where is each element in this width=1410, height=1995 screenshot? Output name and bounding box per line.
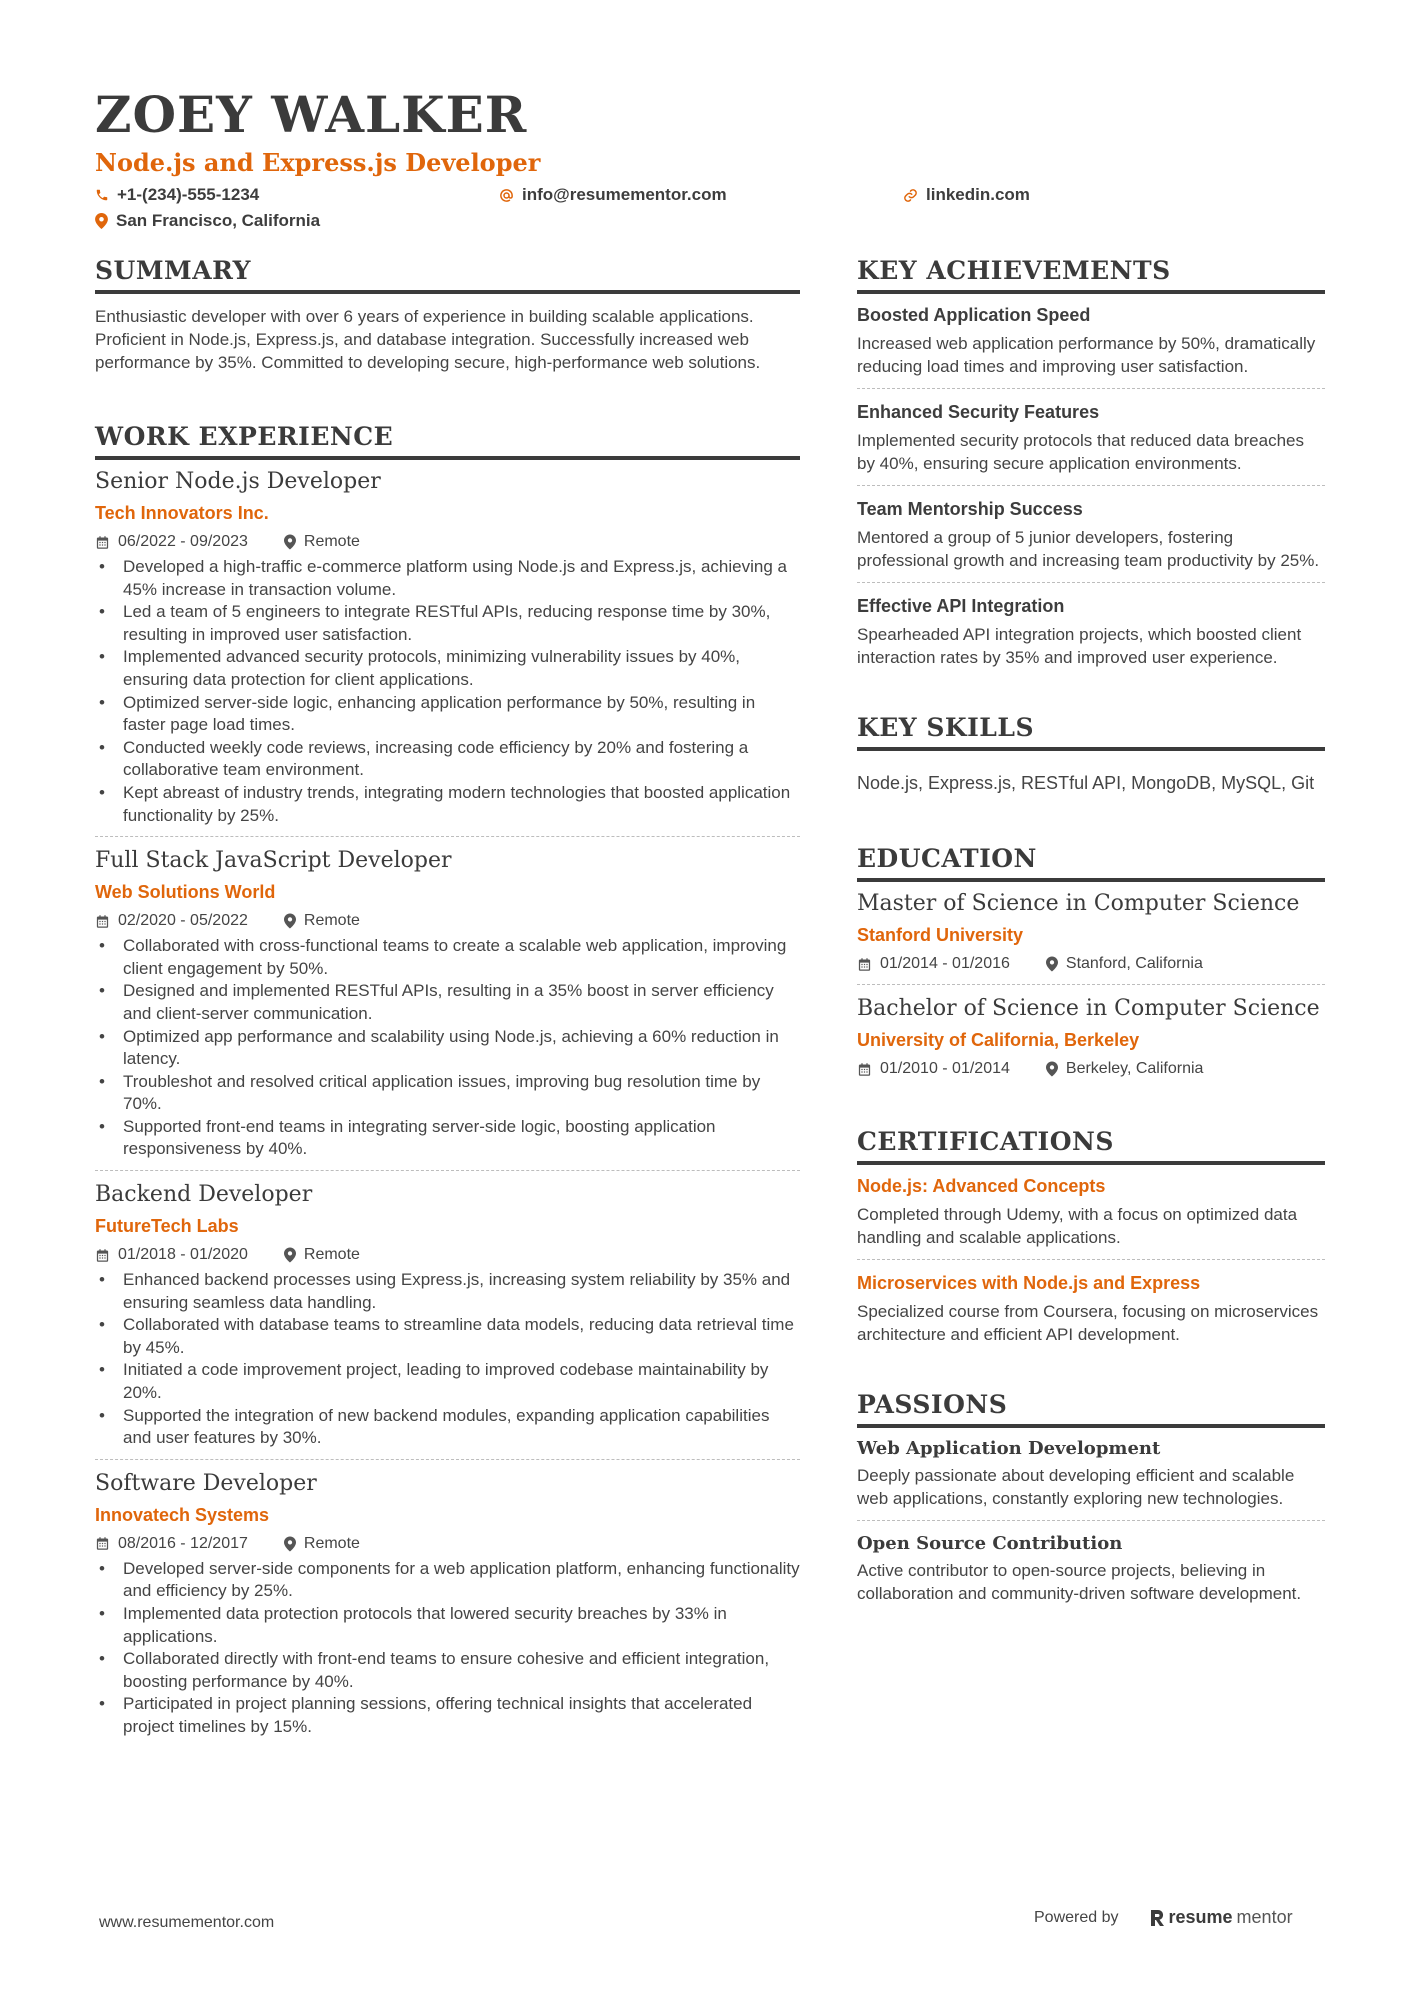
job-bullet: • Collaborated directly with front-end teams to ensure cohesive and efficient integration, boosting performance by 40%.: [95, 1648, 800, 1693]
footer-branding: [1034, 1907, 1293, 1928]
location-pin-icon: [284, 1247, 296, 1263]
job-entry: [95, 1459, 800, 1748]
education-item: [857, 890, 1325, 984]
job-dates: 02/2020 - 05/2022: [118, 912, 248, 930]
certification-list: [857, 1173, 1325, 1356]
resumementor-logo-icon: [1149, 1908, 1165, 1928]
achievements-section: [857, 256, 1325, 679]
job-location: Remote: [303, 1246, 360, 1264]
job-location: Remote: [303, 912, 360, 930]
candidate-role: Node.js and Express.js Developer: [95, 148, 541, 177]
footer-website[interactable]: www.resumementor.com: [99, 1914, 275, 1931]
education-list: [857, 890, 1325, 1089]
passion-title: Open Source Contribution: [857, 1533, 1123, 1554]
achievement-item: [857, 302, 1325, 388]
calendar-icon: [857, 957, 872, 972]
job-title: Full Stack JavaScript Developer: [95, 848, 452, 874]
job-bullet: • Enhanced backend processes using Express.js, increasing system reliability by 35% and ensuring seamless data handling.: [95, 1269, 800, 1314]
job-location: Remote: [303, 1534, 360, 1552]
location-pin-icon: [1046, 1061, 1058, 1077]
achievement-item: [857, 582, 1325, 679]
job-bullet: • Led a team of 5 engineers to integrate RESTful APIs, reducing response time by 30%, resulting in improved user satisfaction.: [95, 601, 800, 646]
left-column: [95, 256, 800, 1748]
passion-desc: Deeply passionate about developing efficient and scalable web applications, constantly exploring new technologies.: [857, 1466, 1295, 1508]
passion-desc: Active contributor to open-source projects, believing in collaboration and community-driven software development.: [857, 1561, 1302, 1603]
location-row: [95, 208, 1325, 234]
achievement-desc: Implemented security protocols that reduced data breaches by 40%, ensuring secure application environments.: [857, 431, 1304, 473]
calendar-icon: [95, 1536, 110, 1551]
company-name: Innovatech Systems: [95, 1504, 270, 1525]
location-text: San Francisco, California: [116, 211, 321, 230]
certification-desc: Completed through Udemy, with a focus on optimized data handling and scalable applications.: [857, 1205, 1298, 1247]
education-meta: [857, 1057, 1325, 1081]
education-item: [857, 984, 1325, 1089]
skills-section: [857, 713, 1325, 796]
certification-title: Node.js: Advanced Concepts: [857, 1176, 1106, 1196]
school-name: University of California, Berkeley: [857, 1030, 1140, 1050]
contact-row: [95, 182, 1325, 208]
job-bullet: • Kept abreast of industry trends, integrating modern technologies that boosted application functionality by 25%.: [95, 782, 800, 827]
school-name: Stanford University: [857, 925, 1024, 945]
achievement-item: [857, 388, 1325, 485]
linkedin-contact[interactable]: [903, 185, 1030, 205]
degree-title: Bachelor of Science in Computer Science: [857, 996, 1320, 1021]
email-text[interactable]: info@resumementor.com: [522, 185, 727, 204]
job-meta: [95, 1532, 800, 1556]
job-bullet: • Developed server-side components for a web application platform, enhancing functionality and efficiency by 25%.: [95, 1558, 800, 1603]
achievement-title: Team Mentorship Success: [857, 499, 1083, 519]
location-pin-icon: [284, 1536, 296, 1552]
job-bullet: • Collaborated with cross-functional teams to create a scalable web application, improving client engagement by 50%.: [95, 935, 800, 980]
job-bullet: • Conducted weekly code reviews, increasing code efficiency by 20% and fostering a collaborative team environment.: [95, 737, 800, 782]
work-heading: WORK EXPERIENCE: [95, 422, 800, 460]
skills-heading: KEY SKILLS: [857, 713, 1325, 751]
work-section: [95, 422, 800, 1748]
summary-section: [95, 256, 800, 374]
job-bullet: • Optimized app performance and scalability using Node.js, achieving a 60% reduction in latency.: [95, 1026, 800, 1071]
summary-heading: SUMMARY: [95, 256, 800, 294]
link-icon: [903, 188, 918, 203]
company-name: Tech Innovators Inc.: [95, 503, 269, 523]
achievement-desc: Mentored a group of 5 junior developers, fostering professional growth and increasing team productivity by 25%.: [857, 528, 1320, 570]
company-name: FutureTech Labs: [95, 1216, 239, 1237]
degree-title: Master of Science in Computer Science: [857, 891, 1300, 916]
job-dates: 01/2018 - 01/2020: [118, 1246, 248, 1264]
email-contact[interactable]: [499, 185, 903, 205]
job-entry: [95, 836, 800, 1170]
education-dates: 01/2014 - 01/2016: [880, 955, 1010, 972]
job-meta: [95, 909, 800, 933]
achievement-title: Enhanced Security Features: [857, 402, 1100, 422]
location-contact: [95, 211, 320, 231]
powered-by-text: Powered by: [1034, 1908, 1119, 1926]
achievement-desc: Spearheaded API integration projects, which boosted client interaction rates by 35% and improved user experience.: [857, 625, 1302, 667]
phone-contact: [95, 185, 499, 205]
job-entry: [95, 468, 800, 836]
job-bullet: • Implemented data protection protocols that lowered security breaches by 33% in applications.: [95, 1603, 800, 1648]
achievement-title: Effective API Integration: [857, 596, 1065, 616]
summary-text: Enthusiastic developer with over 6 years of experience in building scalable applications. Proficient in Node.js, Express.js, and database integration. Successfully increased web performance by 35%. Committed to developing secure, high-performance web solutions.: [95, 307, 761, 372]
linkedin-text[interactable]: linkedin.com: [926, 185, 1030, 204]
passions-heading: PASSIONS: [857, 1390, 1325, 1428]
right-column: [857, 256, 1325, 1615]
candidate-name: ZOEY WALKER: [95, 85, 528, 144]
calendar-icon: [95, 1248, 110, 1263]
calendar-icon: [95, 914, 110, 929]
job-bullet: • Troubleshot and resolved critical application issues, improving bug resolution time by 70%.: [95, 1071, 800, 1116]
job-bullet: • Supported the integration of new backend modules, expanding application capabilities and user features by 30%.: [95, 1405, 800, 1450]
passion-title: Web Application Development: [857, 1438, 1161, 1459]
education-meta: [857, 952, 1325, 976]
job-bullet: • Implemented advanced security protocols, minimizing vulnerability issues by 40%, ensuring data protection for client applications.: [95, 646, 800, 691]
phone-text: +1-(234)-555-1234: [117, 185, 260, 204]
job-title: Senior Node.js Developer: [95, 469, 381, 494]
job-bullets: [95, 556, 800, 827]
job-meta: [95, 530, 800, 554]
location-pin-icon: [284, 534, 296, 550]
job-bullet: • Initiated a code improvement project, leading to improved codebase maintainability by 20%.: [95, 1359, 800, 1404]
brand-logo[interactable]: [1149, 1907, 1293, 1928]
certification-item: [857, 1173, 1325, 1259]
education-dates: 01/2010 - 01/2014: [880, 1060, 1010, 1077]
certification-title: Microservices with Node.js and Express: [857, 1273, 1201, 1293]
achievements-heading: KEY ACHIEVEMENTS: [857, 256, 1325, 294]
achievement-title: Boosted Application Speed: [857, 305, 1091, 325]
passions-section: [857, 1390, 1325, 1615]
brand-mentor: mentor: [1236, 1907, 1293, 1927]
phone-icon: [95, 188, 109, 202]
education-heading: EDUCATION: [857, 844, 1325, 882]
job-dates: 08/2016 - 12/2017: [118, 1534, 248, 1552]
location-pin-icon: [1046, 956, 1058, 972]
education-location: Berkeley, California: [1065, 1060, 1204, 1077]
job-location: Remote: [303, 533, 360, 550]
company-name: Web Solutions World: [95, 882, 276, 903]
job-title: Backend Developer: [95, 1182, 313, 1208]
job-bullet: • Designed and implemented RESTful APIs, resulting in a 35% boost in server efficiency and client-server communication.: [95, 980, 800, 1025]
skills-text: Node.js, Express.js, RESTful API, MongoDB, MySQL, Git: [857, 773, 1315, 793]
education-location: Stanford, California: [1065, 955, 1203, 972]
job-bullet: • Supported front-end teams in integrating server-side logic, boosting application responsiveness by 40%.: [95, 1116, 800, 1161]
job-title: Software Developer: [95, 1470, 317, 1496]
job-bullet: • Participated in project planning sessions, offering technical insights that accelerated project timelines by 15%.: [95, 1693, 800, 1738]
passion-item: [857, 1520, 1325, 1615]
resume-header: [95, 84, 1325, 234]
achievement-list: [857, 302, 1325, 679]
calendar-icon: [857, 1062, 872, 1077]
achievement-desc: Increased web application performance by 50%, dramatically reducing load times and improving user satisfaction.: [857, 334, 1316, 376]
certification-item: [857, 1259, 1325, 1356]
certification-desc: Specialized course from Coursera, focusing on microservices architecture and efficient API development.: [857, 1302, 1319, 1344]
brand-resume: resume: [1168, 1907, 1233, 1927]
job-bullet: • Collaborated with database teams to streamline data models, reducing data retrieval time by 45%.: [95, 1314, 800, 1359]
job-dates: 06/2022 - 09/2023: [118, 533, 248, 550]
job-bullets: [95, 935, 800, 1161]
achievement-item: [857, 485, 1325, 582]
job-bullet: • Developed a high-traffic e-commerce platform using Node.js and Express.js, achieving a 45% increase in transaction volume.: [95, 556, 800, 601]
job-bullets: [95, 1558, 800, 1739]
job-meta: [95, 1243, 800, 1267]
education-section: [857, 844, 1325, 1089]
job-list: [95, 468, 800, 1748]
calendar-icon: [95, 535, 110, 550]
job-bullets: [95, 1269, 800, 1450]
certifications-section: [857, 1127, 1325, 1356]
job-entry: [95, 1170, 800, 1459]
location-pin-icon: [284, 913, 296, 929]
certifications-heading: CERTIFICATIONS: [857, 1127, 1325, 1165]
location-pin-icon: [95, 213, 108, 229]
at-icon: [499, 188, 514, 203]
passion-list: [857, 1436, 1325, 1615]
passion-item: [857, 1436, 1325, 1520]
job-bullet: • Optimized server-side logic, enhancing application performance by 50%, resulting in faster page load times.: [95, 692, 800, 737]
